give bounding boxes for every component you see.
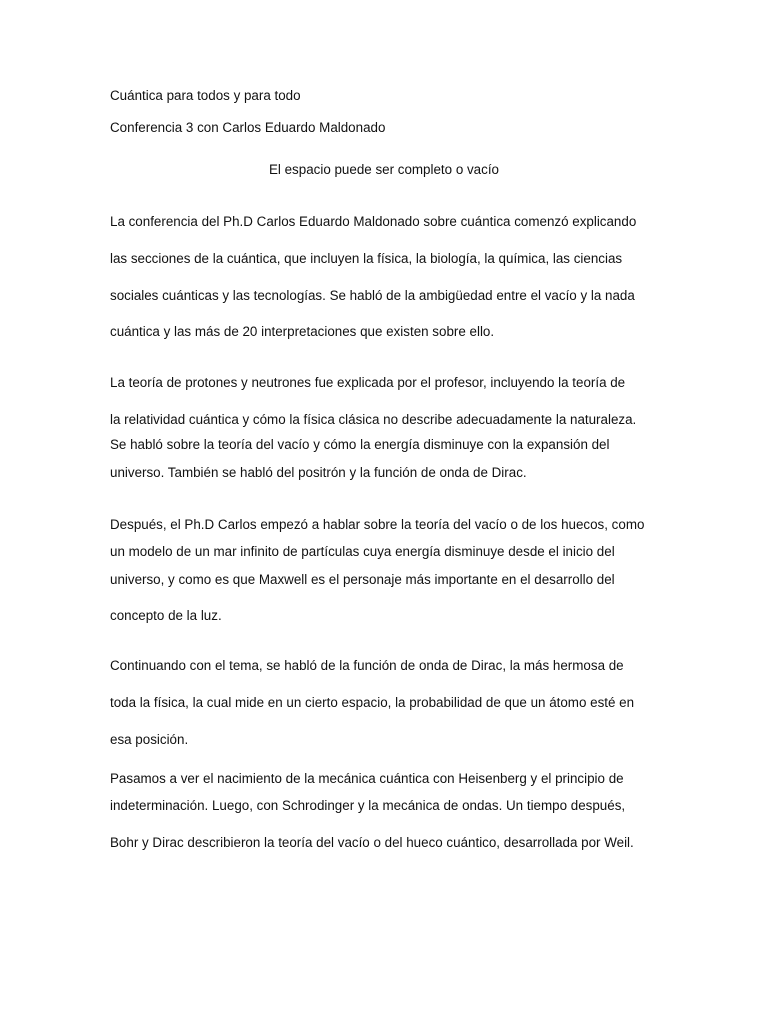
- document-title: El espacio puede ser completo o vacío: [268, 162, 499, 177]
- paragraph-1-line-3: sociales cuánticas y las tecnologías. Se habló de la ambigüedad entre el vacío y la nada: [110, 288, 635, 303]
- paragraph-5-line-1: Pasamos a ver el nacimiento de la mecánica cuántica con Heisenberg y el principio de: [110, 771, 624, 786]
- paragraph-4-line-1: Continuando con el tema, se habló de la función de onda de Dirac, la más hermosa de: [110, 658, 624, 673]
- paragraph-2-line-3: Se habló sobre la teoría del vacío y cómo la energía disminuye con la expansión del: [110, 437, 610, 452]
- paragraph-1-line-4: cuántica y las más de 20 interpretaciones que existen sobre ello.: [110, 324, 495, 339]
- paragraph-3-line-3: universo, y como es que Maxwell es el personaje más importante en el desarrollo del: [110, 572, 615, 587]
- paragraph-2-line-2: la relatividad cuántica y cómo la física clásica no describe adecuadamente la naturaleza.: [110, 412, 637, 427]
- paragraph-3-line-2: un modelo de un mar infinito de partículas cuya energía disminuye desde el inicio del: [110, 544, 615, 559]
- paragraph-4-line-2: toda la física, la cual mide en un cierto espacio, la probabilidad de que un átomo esté en: [110, 695, 635, 710]
- paragraph-2-line-1: La teoría de protones y neutrones fue explicada por el profesor, incluyendo la teoría de: [110, 375, 626, 390]
- paragraph-5-line-2: indeterminación. Luego, con Schrodinger y la mecánica de ondas. Un tiempo después,: [110, 798, 626, 813]
- header-line-course: Cuántica para todos y para todo: [110, 88, 301, 103]
- paragraph-1-line-1: La conferencia del Ph.D Carlos Eduardo Maldonado sobre cuántica comenzó explicando: [110, 214, 637, 229]
- paragraph-2-line-4: universo. También se habló del positrón y la función de onda de Dirac.: [110, 465, 527, 480]
- paragraph-3-line-1: Después, el Ph.D Carlos empezó a hablar sobre la teoría del vacío o de los huecos, como: [110, 517, 645, 532]
- header-line-conference: Conferencia 3 con Carlos Eduardo Maldonado: [110, 120, 386, 135]
- paragraph-1-line-2: las secciones de la cuántica, que incluyen la física, la biología, la química, las ciencias: [110, 251, 623, 266]
- paragraph-4-line-3: esa posición.: [110, 732, 189, 747]
- paragraph-3-line-4: concepto de la luz.: [110, 608, 222, 623]
- paragraph-5-line-3: Bohr y Dirac describieron la teoría del vacío o del hueco cuántico, desarrollada por Weil.: [110, 835, 634, 850]
